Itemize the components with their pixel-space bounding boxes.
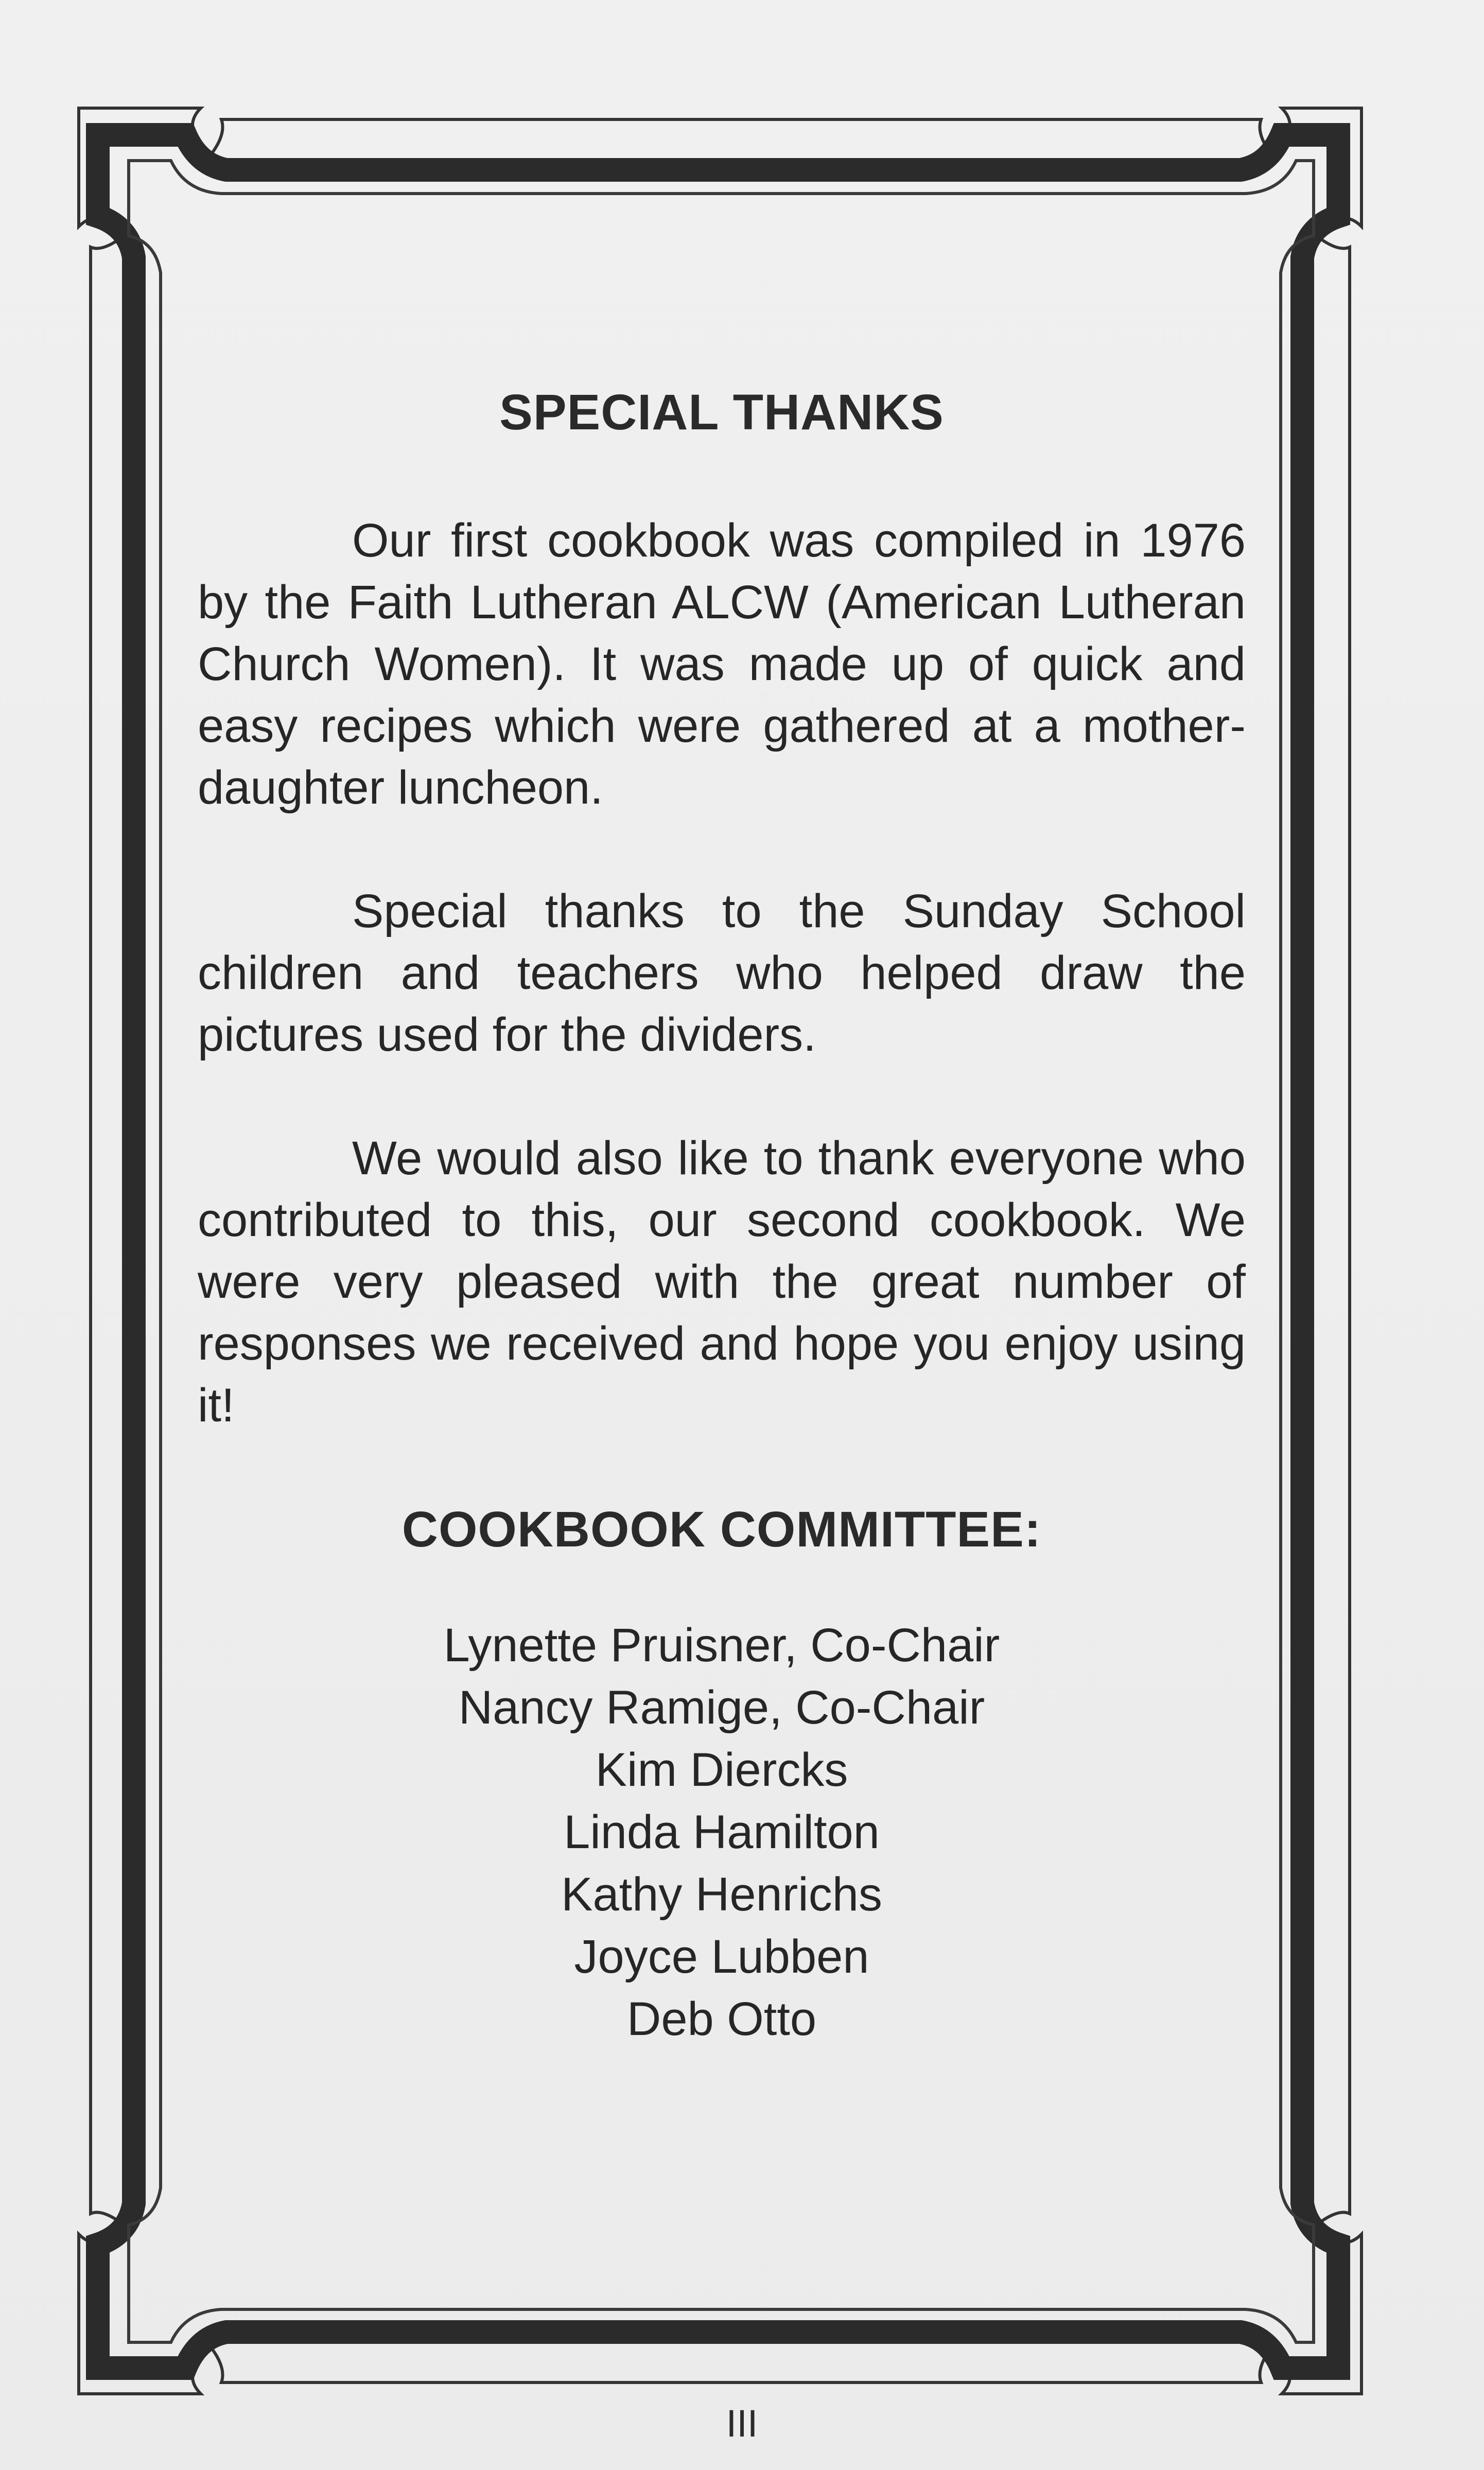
committee-member: Lynette Pruisner, Co-Chair <box>443 1619 1000 1672</box>
committee-member: Joyce Lubben <box>574 1930 869 1983</box>
paragraph-contributors-thanks: We would also like to thank everyone who contributed to this, our second cookbook. We were very pleased with the great number of responses we received and hope you enjoy using it! <box>198 1132 1246 1432</box>
committee-member: Kathy Henrichs <box>561 1868 882 1921</box>
committee-member-list <box>198 1614 1246 2050</box>
committee-title: COOKBOOK COMMITTEE: <box>401 1501 1042 1557</box>
page-number: III <box>726 2402 758 2445</box>
paragraph-sunday-school-thanks: Special thanks to the Sunday School children and teachers who helped draw the pictures used for the dividers. <box>198 885 1246 1061</box>
paragraph-history: Our first cookbook was compiled in 1976 by the Faith Lutheran ALCW (American Lutheran Church Women). It was made up of quick and easy recipes which were gathered at a mother-daughter luncheon. <box>198 514 1246 814</box>
committee-member: Kim Diercks <box>595 1744 848 1796</box>
page-title: SPECIAL THANKS <box>499 384 944 440</box>
committee-member: Linda Hamilton <box>564 1806 880 1858</box>
committee-member: Deb Otto <box>626 1993 817 2045</box>
committee-member: Nancy Ramige, Co-Chair <box>458 1681 985 1734</box>
